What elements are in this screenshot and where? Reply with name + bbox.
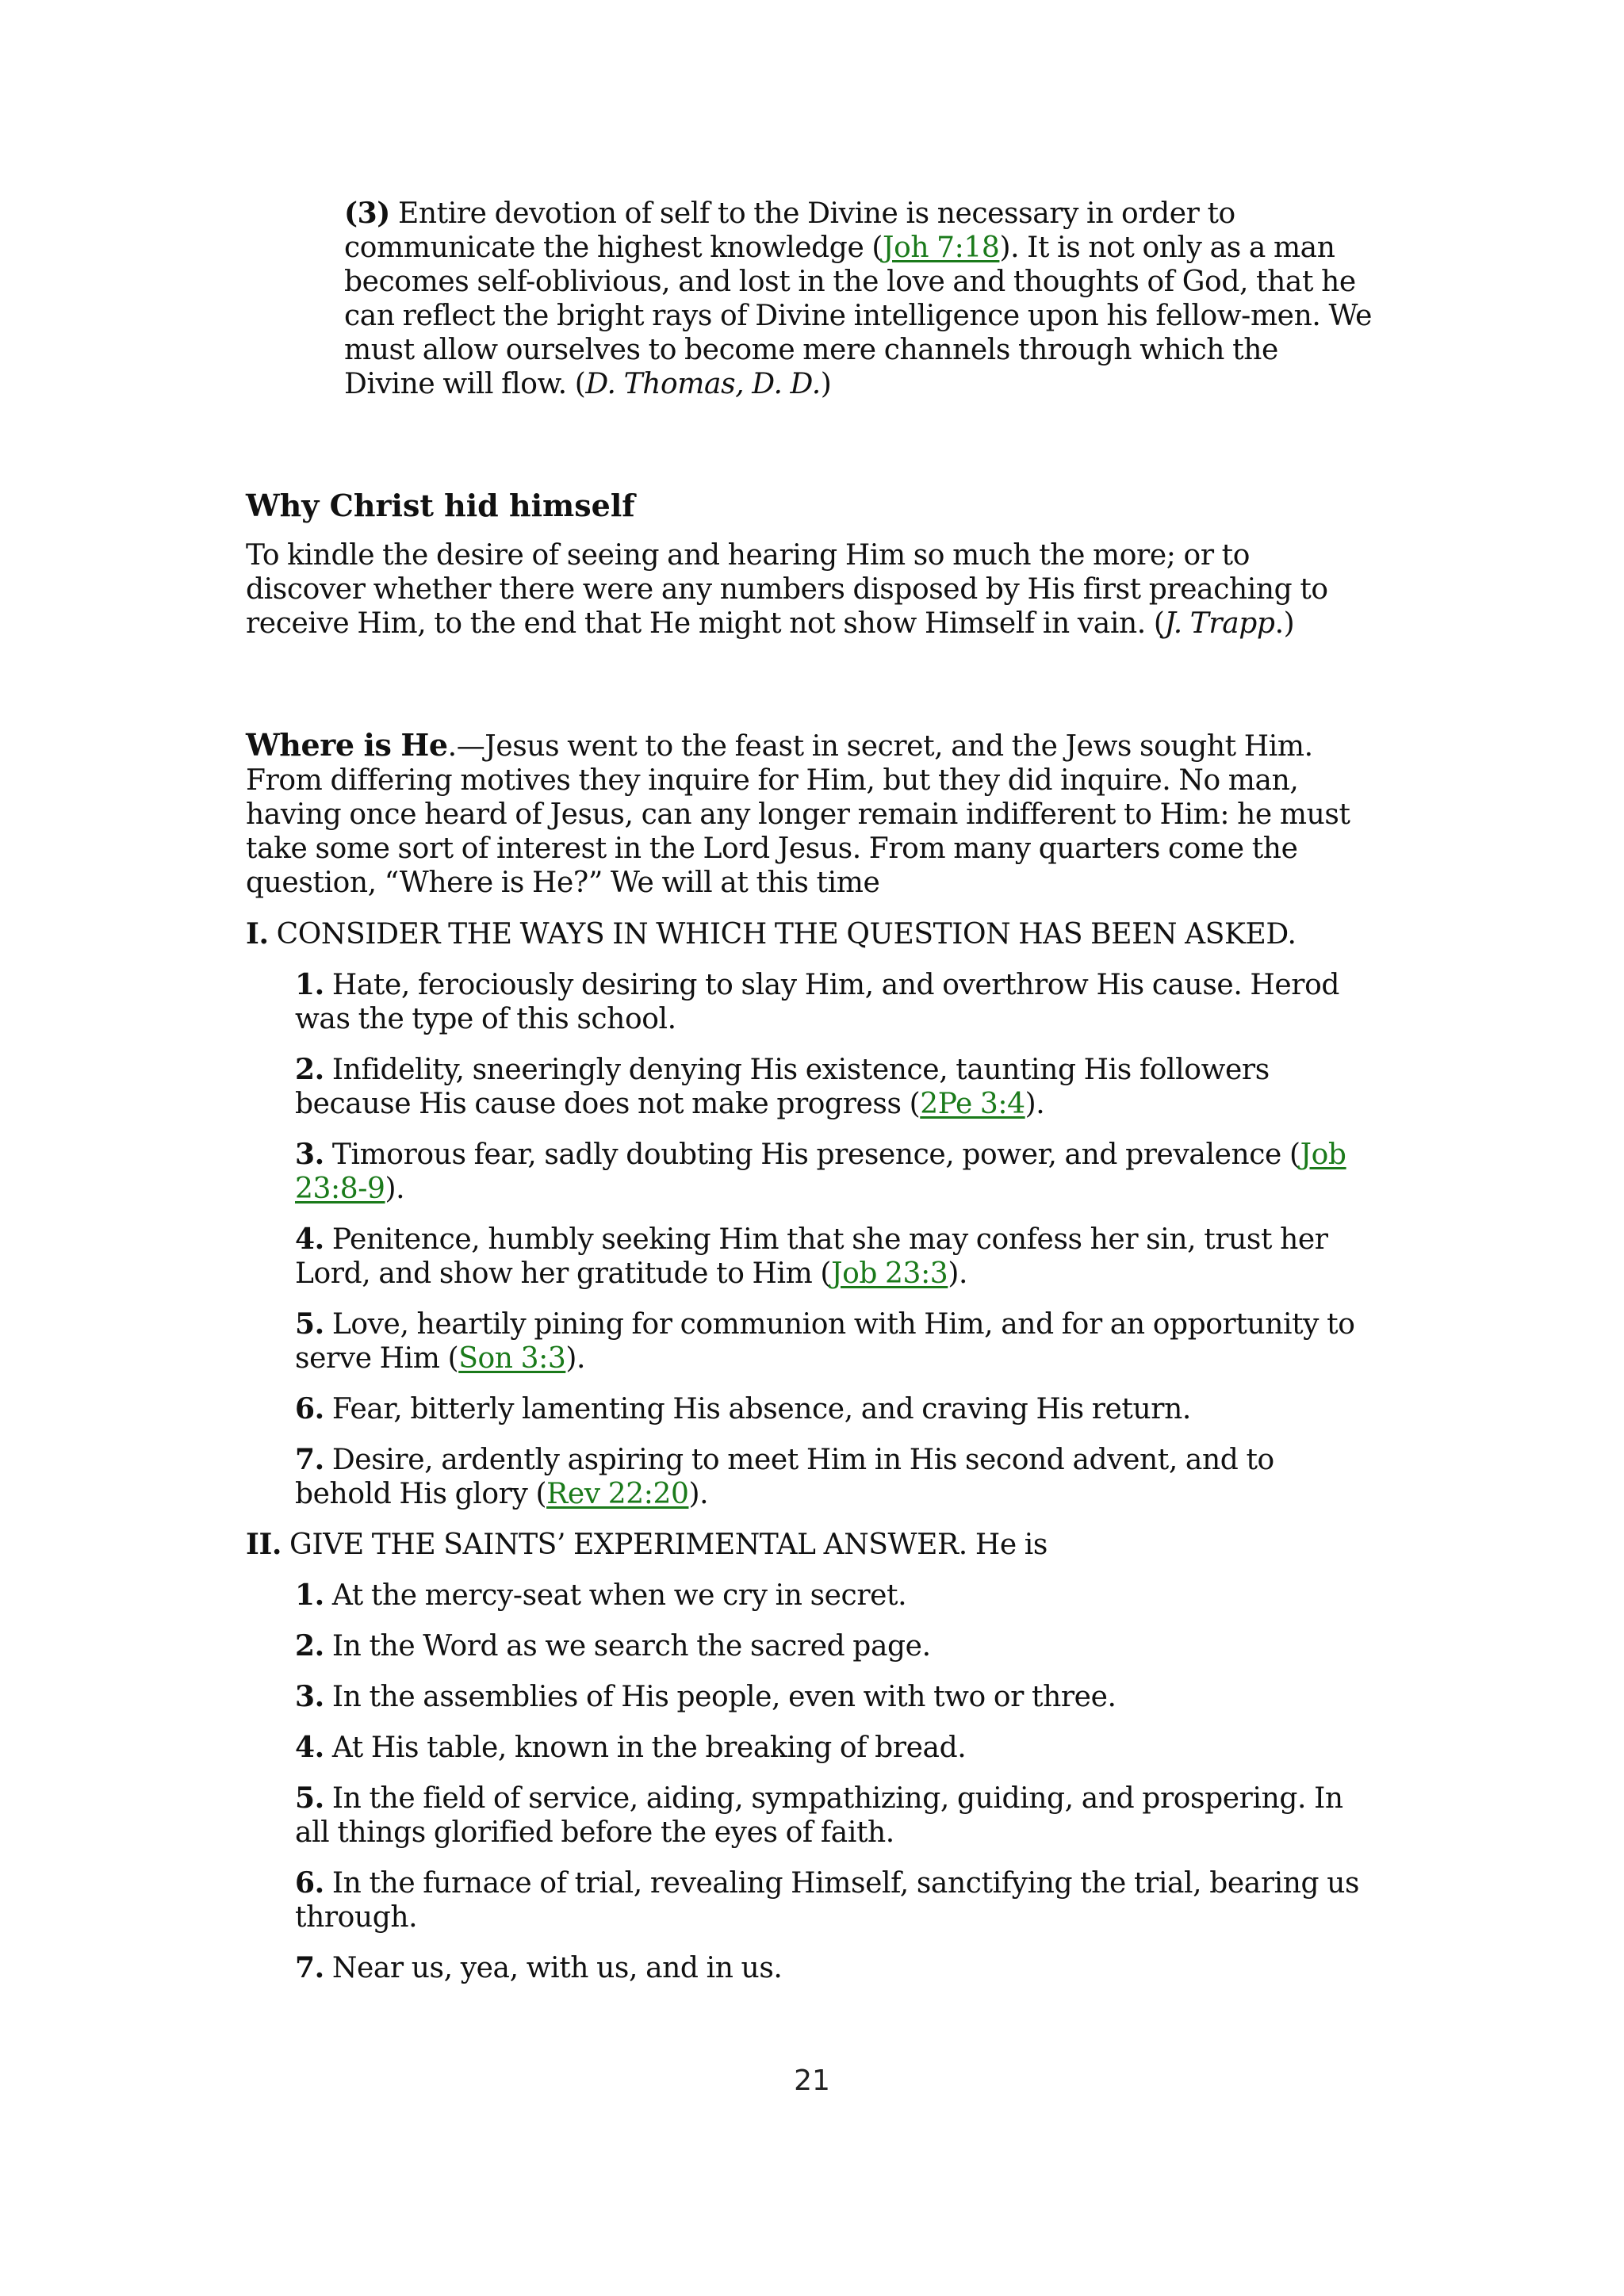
part-2-item-2 [295,1629,1375,1663]
item-number: 2. [295,1053,324,1086]
item-text: In the field of service, aiding, sympathizing, guiding, and prospering. In all things glorified before the eyes of faith. [295,1782,1343,1849]
item-number: 3. [295,1680,324,1713]
item-number: 4. [295,1223,324,1256]
part-1-number: I. [246,917,269,951]
part-1-item-3 [295,1138,1375,1206]
why-hid-author: J. Trapp [1164,607,1275,640]
item-text: In the assemblies of His people, even with two or three. [324,1681,1116,1713]
item-text: At the mercy-seat when we cry in secret. [324,1579,907,1612]
paragraph-where-is-he [246,728,1375,900]
part-1-title: CONSIDER THE WAYS IN WHICH THE QUESTION HAS BEEN ASKED. [268,918,1297,951]
part-1-item-1 [295,968,1375,1036]
item-text: In the furnace of trial, revealing Himself, sanctifying the trial, bearing us through. [295,1867,1360,1934]
item-text: In the Word as we search the sacred page. [324,1630,931,1663]
scripture-link-joh-7-18[interactable]: Joh 7:18 [883,232,1000,264]
why-hid-text: To kindle the desire of seeing and hearing Him so much the more; or to discover whether there were any numbers disposed by His first preaching to receive Him, to the end that He might not show Himself in vain. ( [246,539,1328,640]
item-text: At His table, known in the breaking of bread. [324,1732,967,1764]
item-text: Penitence, humbly seeking Him that she may confess her sin, trust her Lord, and show her gratitude to Him ( [295,1223,1328,1290]
item-text: Love, heartily pining for communion with Him, and for an opportunity to serve Him ( [295,1308,1355,1375]
item-number: 6. [295,1866,324,1900]
item-number: 5. [295,1307,324,1341]
item-number: 3. [295,1138,324,1171]
item-number: 7. [295,1443,324,1476]
item-number: 1. [295,1578,324,1612]
item-number: 4. [295,1731,324,1764]
item-text: Infidelity, sneeringly denying His existence, taunting His followers because His cause does not make progress ( [295,1054,1270,1120]
heading-why-christ-hid: Why Christ hid himself [246,488,635,523]
part-1-item-7 [295,1443,1375,1511]
item-text: Timorous fear, sadly doubting His presence, power, and prevalence ( [324,1138,1300,1171]
item-number: 5. [295,1781,324,1815]
item-number: 6. [295,1392,324,1425]
part-2-item-1 [295,1578,1375,1613]
part-2-title: GIVE THE SAINTS’ EXPERIMENTAL ANSWER. He is [282,1529,1048,1561]
section-3-close: ) [820,368,832,400]
section-3-text-continued: ). It is not only as a man becomes self-oblivious, and lost in the love and thoughts of God, that he can reflect the bright rays of Divine intelligence upon his fellow-men. We must allow ourselves to become mere channels through which the Divine will flow. ( [344,232,1373,400]
item-number: 7. [295,1951,324,1984]
item-text: Hate, ferociously desiring to slay Him, and overthrow His cause. Herod was the type of this school. [295,969,1340,1035]
item-text: Desire, ardently aspiring to meet Him in His second advent, and to behold His glory ( [295,1444,1274,1510]
item-text-after: ). [688,1478,709,1510]
part-2-number: II. [246,1528,282,1561]
scripture-link-2pe-3-4[interactable]: 2Pe 3:4 [920,1088,1025,1120]
section-3-author: D. Thomas, D. D. [585,368,821,400]
part-1-item-2 [295,1053,1375,1121]
section-3-text: Entire devotion of self to the Divine is necessary in order to communicate the highest knowledge ( [344,197,1235,264]
scripture-link-job-23-8-9[interactable]: Job 23:8-9 [295,1138,1346,1205]
scripture-link-rev-22-20[interactable]: Rev 22:20 [546,1478,689,1510]
paragraph-why-christ-hid [246,538,1375,641]
item-number: 2. [295,1629,324,1663]
part-1-item-6 [295,1392,1375,1426]
item-text: Near us, yea, with us, and in us. [324,1952,783,1984]
part-1-item-5 [295,1307,1375,1376]
item-text-after: ). [948,1257,968,1290]
page-number: 21 [794,2064,830,2097]
part-2-heading [246,1528,1375,1562]
paragraph-section-3 [344,197,1375,401]
part-2-item-3 [295,1680,1375,1714]
item-text: Fear, bitterly lamenting His absence, and craving His return. [324,1393,1191,1425]
item-text-after: ). [565,1342,586,1375]
part-2-item-5 [295,1781,1375,1850]
part-2-item-6 [295,1866,1375,1934]
scripture-link-job-23-3[interactable]: Job 23:3 [831,1257,948,1290]
why-hid-close: .) [1274,607,1295,640]
where-is-he-title: Where is He [246,727,448,763]
item-text-after: ). [385,1173,405,1205]
where-is-he-text: .—Jesus went to the feast in secret, and the Jews sought Him. From differing motives they inquire for Him, but they did inquire. No man, having once heard of Jesus, can any longer remain indifferent to Him: he must take some sort of interest in the Lord Jesus. From many quarters come the question, “Where is He?” We will at this time [246,730,1350,899]
scripture-link-son-3-3[interactable]: Son 3:3 [458,1342,566,1375]
part-1-heading [246,917,1375,951]
item-text-after: ). [1025,1088,1045,1120]
part-1-item-4 [295,1223,1375,1291]
part-2-item-4 [295,1731,1375,1765]
section-3-number: (3) [344,197,390,230]
item-number: 1. [295,968,324,1001]
part-2-item-7 [295,1951,1375,1985]
